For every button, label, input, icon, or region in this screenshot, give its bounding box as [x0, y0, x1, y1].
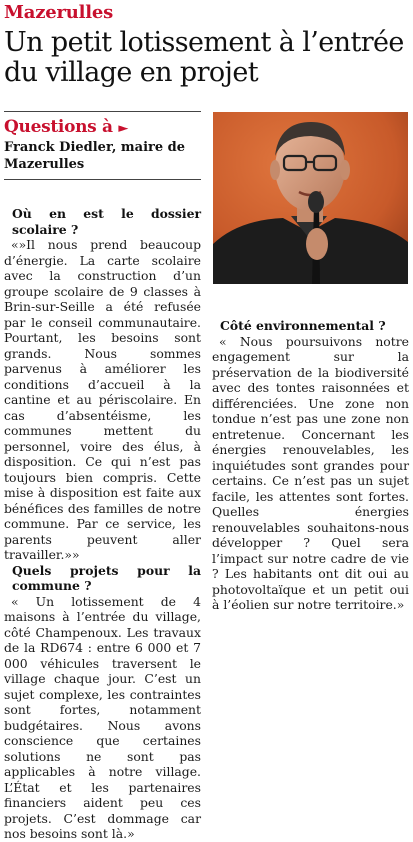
- question-3: Côté environnemental ?: [220, 318, 386, 333]
- article-body-column-1: [4, 206, 201, 842]
- answer-2: « Un lotissement de 4 maisons à l’entrée du village, côté Champenoux. Les travaux de la RD674 : entre 6 000 et 7 000 véhicules traversent le village chaque jour. C’est un sujet complexe, les contraintes sont fortes, notamment budgétaires. Nous avons conscience que certaines solutions ne sont pas applicables à notre village. L’État et les partenaires financiers aident peu ces projets. C’est dommage car nos besoins sont là.»: [4, 593, 201, 841]
- qa-top-rule: [4, 111, 201, 112]
- microphone-head: [308, 191, 324, 213]
- answer-1: «»Il nous prend beaucoup d’énergie. La carte scolaire avec la construction d’un groupe scolaire de 9 classes à Brin-sur-Seille a été refusée par le conseil communautaire. Pourtant, les besoins sont grands. Nous sommes parvenus à améliorer les conditions d’accueil à la cantine et au périscolaire. En cas d’absentéisme, les communes mettent du personnel, voire des élus, à disposition. Ce qui n’est pas toujours bien compris. Cette mise à disposition est faite aux bénéfices des familles de notre commune. Par ce service, les parents peuvent aller travailler.»»: [4, 237, 201, 562]
- hand-shape: [306, 228, 328, 260]
- article-photo: [213, 112, 408, 284]
- article-body-column-2: [212, 318, 409, 613]
- article-kicker: Mazerulles: [4, 2, 114, 23]
- article-headline: Un petit lotissement à l’entrée du village en projet: [4, 27, 404, 88]
- answer-3: « Nous poursuivons notre engagement sur la préservation de la biodiversité avec des tontes raisonnées et différenciées. Une zone non tondue n’est pas une zone non entretenue. Concernant les énergies renouvelables, les inquiétudes sont grandes pour certains. Ce n’est pas un sujet facile, les attentes sont fortes. Quelles énergies renouvelables souhaitons-nous développer ? Quel sera l’impact sur notre cadre de vie ? Les habitants ont dit oui au photovoltaïque et un petit oui à l’éolien sur notre territoire.»: [212, 333, 409, 612]
- qa-bottom-rule: [4, 179, 201, 180]
- ear-right: [340, 160, 350, 180]
- qa-section-text: Questions à: [4, 117, 113, 137]
- qa-person: Franck Diedler, maire de Mazerulles: [4, 140, 186, 172]
- portrait-photo-icon: [213, 112, 408, 284]
- qa-section-label: [4, 117, 128, 137]
- question-1: Où en est le dossier scolaire ?: [12, 206, 201, 237]
- ear-left: [270, 160, 280, 180]
- arrow-right-icon: ►: [118, 121, 129, 136]
- question-2: Quels projets pour la commune ?: [12, 562, 201, 593]
